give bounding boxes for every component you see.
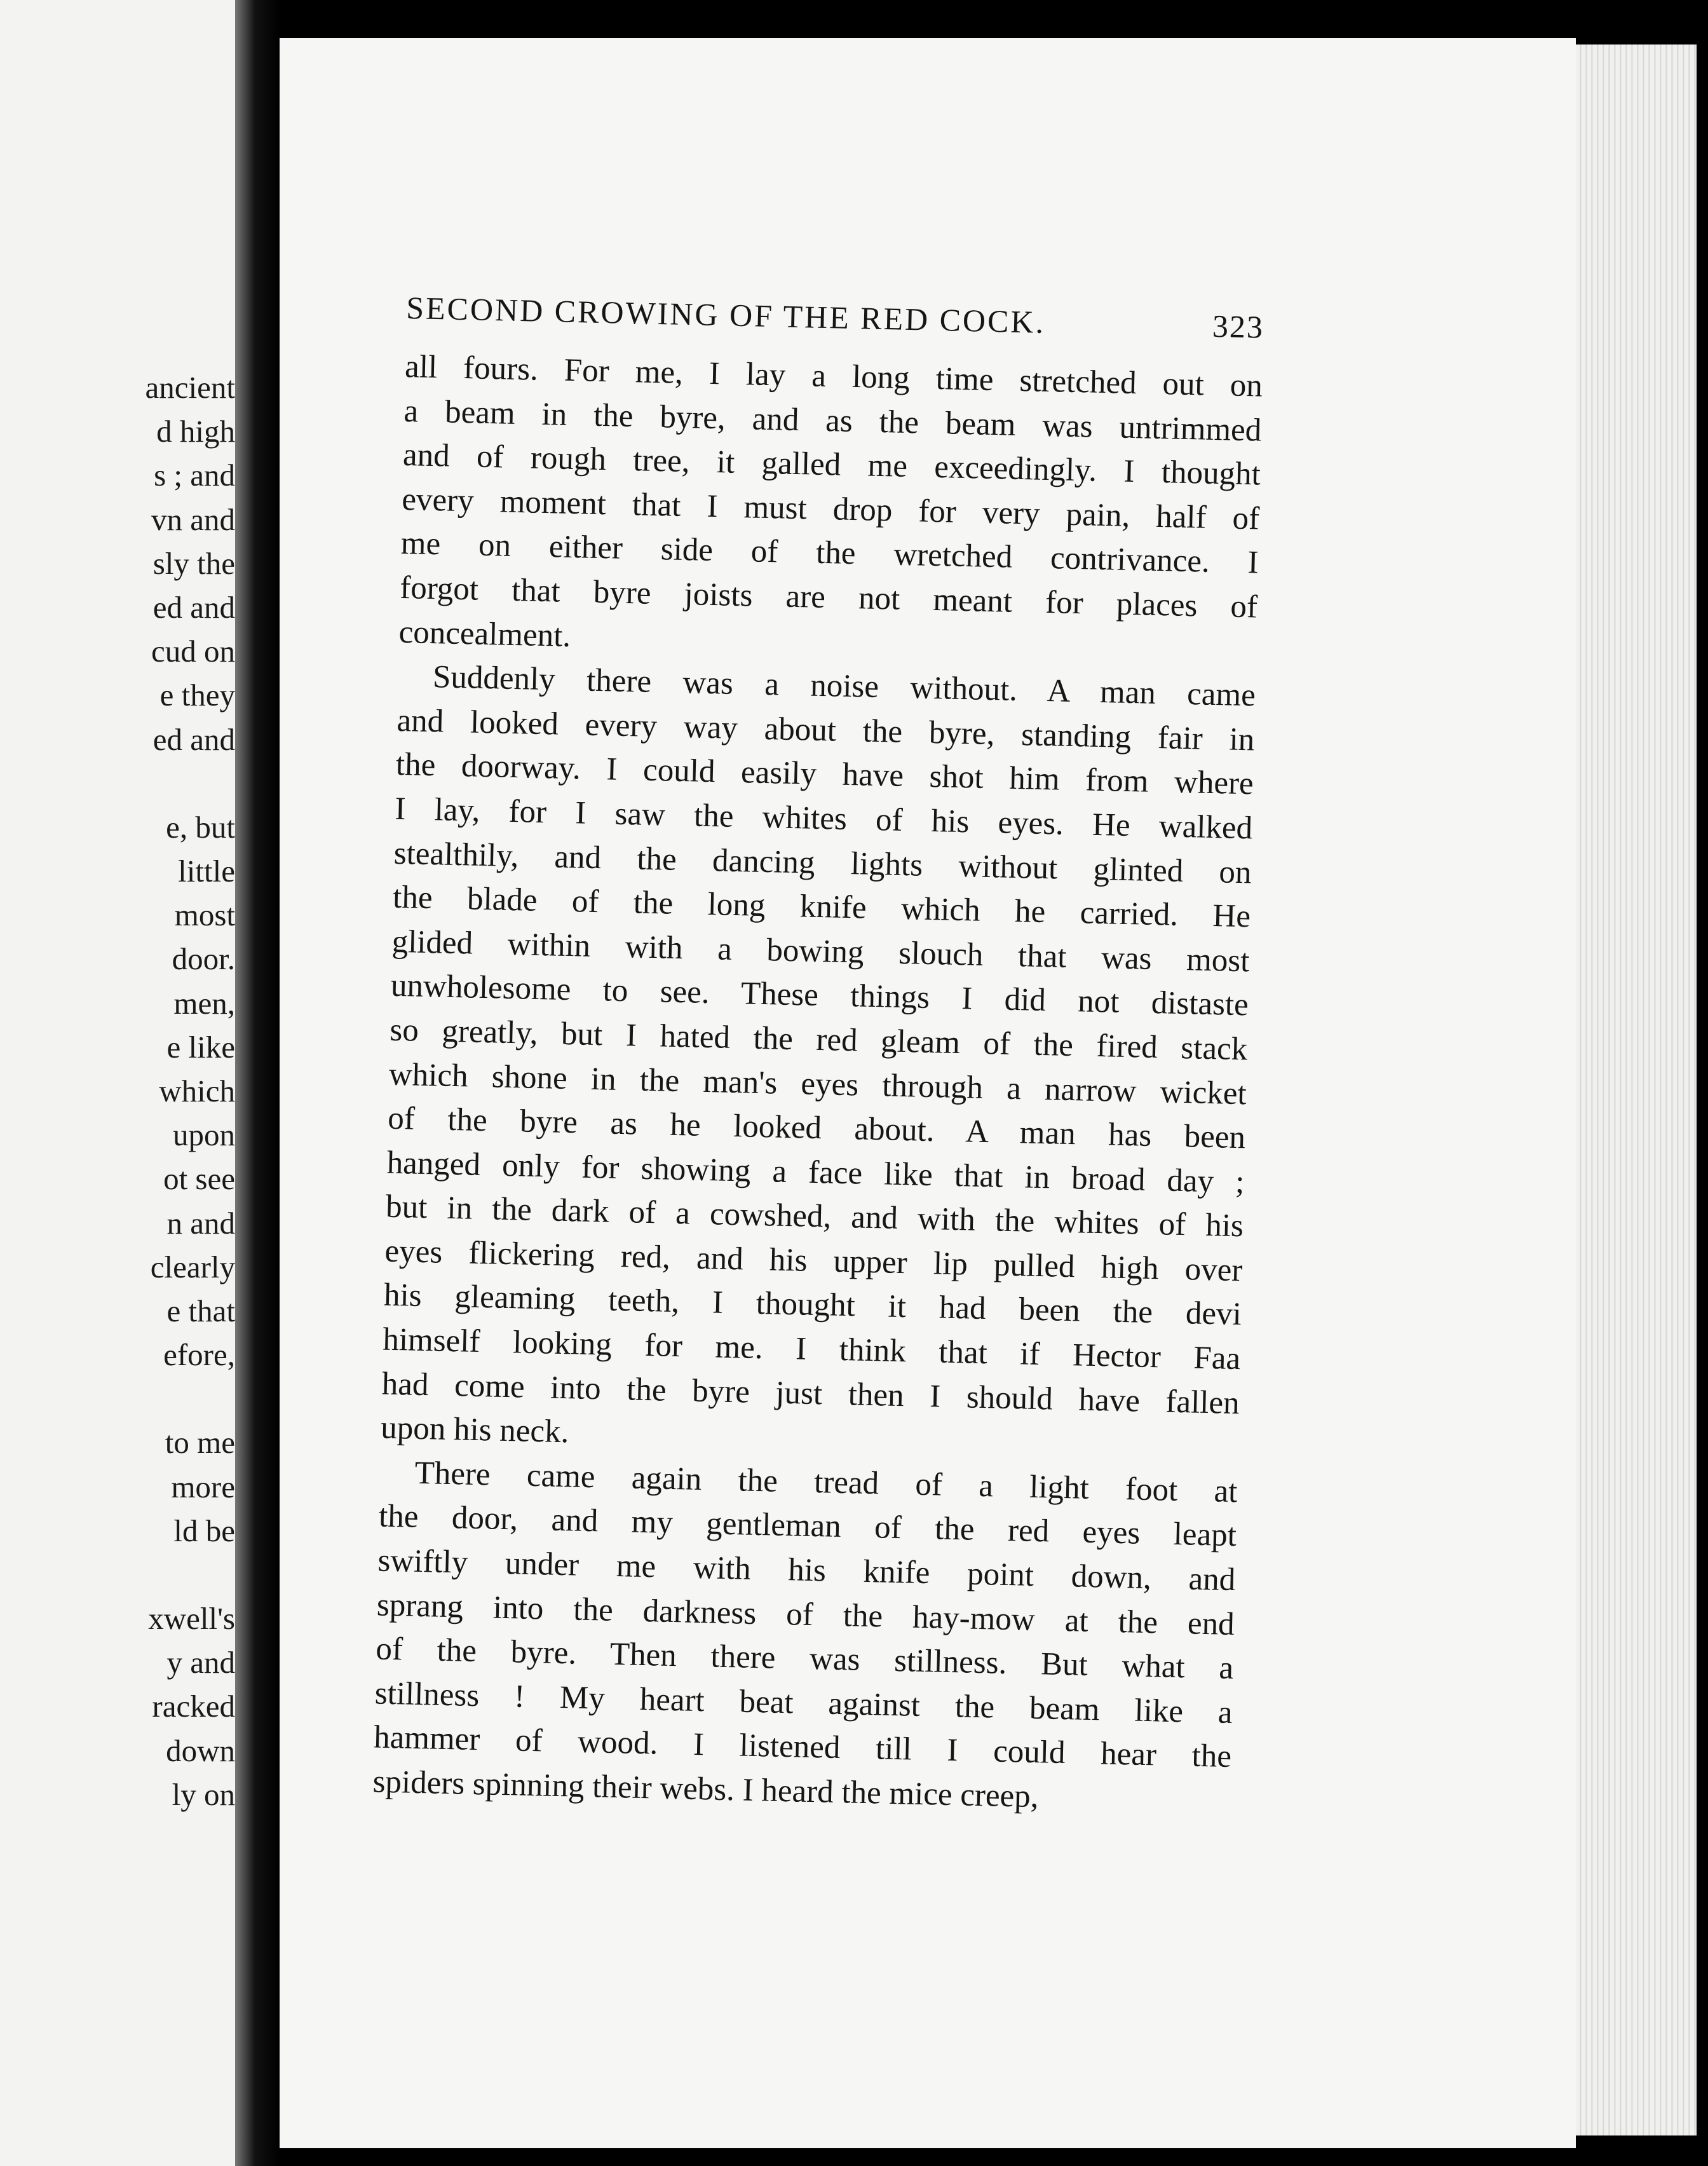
text-line: the doorway. I could easily have shot him from where [395, 747, 1254, 802]
left-page-line: men, [173, 985, 235, 1021]
left-page-line: down [166, 1733, 235, 1768]
text-line: had come into the byre just then I should have fallen [381, 1366, 1240, 1421]
running-title: SECOND CROWING OF THE RED COCK. [405, 289, 1046, 340]
text-line: all fours. For me, I lay a long time stretched out on [404, 348, 1263, 404]
left-page-line: e that [166, 1293, 235, 1329]
left-page-line: e like [166, 1029, 235, 1065]
book-gutter [235, 0, 280, 2166]
left-page-text [89, 365, 235, 1816]
left-page-line: ot see [163, 1161, 235, 1197]
left-page-line: upon [173, 1117, 235, 1153]
left-page-line: clearly [150, 1249, 235, 1284]
left-page-line: ed and [152, 721, 235, 757]
text-line: forgot that byre joists are not meant for places of [399, 569, 1258, 625]
text-line: I lay, for I saw the whites of his eyes. He walked [394, 791, 1253, 847]
left-page-line: ancient [145, 370, 235, 405]
left-page-line: efore, [163, 1337, 235, 1373]
left-page-line: racked [152, 1689, 235, 1724]
body-text [372, 345, 1263, 1824]
text-line: of the byre. Then there was stillness. But what a [375, 1631, 1234, 1687]
text-line: and of rough tree, it galled me exceedingly. I thought [402, 437, 1261, 493]
text-line: hammer of wood. I listened till I could hear the [373, 1719, 1232, 1775]
text-line: himself looking for me. I think that if Hector Faa [382, 1321, 1241, 1377]
text-line: sprang into the darkness of the hay-mow at the end [376, 1587, 1235, 1642]
text-line: concealment. [398, 614, 571, 654]
text-line: so greatly, but I hated the red gleam of the fired stack [389, 1012, 1248, 1068]
left-page-line: most [174, 897, 235, 933]
text-line: unwholesome to see. These things I did not distaste [390, 968, 1249, 1023]
left-page-line: ed and [152, 590, 235, 625]
left-page-line: e, but [166, 809, 235, 845]
left-page-line: n and [166, 1205, 235, 1241]
left-page-line: cud on [151, 634, 235, 669]
left-page-line: to me [165, 1425, 235, 1461]
left-page-line: s ; and [154, 458, 235, 493]
text-line: spiders spinning their webs. I heard the mice creep, [372, 1764, 1040, 1815]
paragraph [398, 345, 1263, 674]
left-page-line: ly on [172, 1776, 235, 1812]
text-line: Suddenly there was a noise without. A man came [432, 659, 1256, 714]
left-page-line: little [178, 854, 235, 889]
text-line: swiftly under me with his knife point down, and [377, 1543, 1236, 1598]
left-page-line: ld be [173, 1513, 235, 1548]
text-line: me on either side of the wretched contrivance. I [400, 526, 1259, 581]
paragraph [372, 1450, 1238, 1823]
left-page-line: sly the [152, 545, 235, 581]
page-number: 323 [1212, 308, 1264, 345]
text-line: his gleaming teeth, I thought it had been the devi [383, 1277, 1242, 1333]
text-line: stealthily, and the dancing lights without glinted on [393, 835, 1252, 890]
text-line: of the byre as he looked about. A man has been [387, 1100, 1246, 1156]
left-page-line: more [171, 1469, 235, 1504]
text-line: which shone in the man's eyes through a narrow wicket [388, 1056, 1247, 1112]
left-page-line: y and [166, 1645, 235, 1680]
text-line: the door, and my gentleman of the red eyes leapt [378, 1498, 1237, 1554]
text-line: but in the dark of a cowshed, and with the whites of his [385, 1189, 1244, 1244]
left-page-line: door. [172, 941, 235, 977]
left-page-line: d high [156, 414, 235, 449]
left-page-line: which [159, 1073, 235, 1109]
text-line: glided within with a bowing slouch that was most [391, 923, 1250, 979]
text-line: every moment that I must drop for very pain, half of [401, 481, 1260, 537]
text-line: stillness ! My heart beat against the beam like a [374, 1675, 1233, 1731]
text-line: the blade of the long knife which he carried. He [392, 879, 1251, 935]
page-edges [1576, 44, 1697, 2135]
left-page-line: vn and [151, 501, 235, 537]
text-line: hanged only for showing a face like that in broad day ; [386, 1145, 1245, 1200]
text-line: eyes flickering red, and his upper lip pulled high over [384, 1233, 1243, 1289]
left-page-fragment [0, 0, 235, 2166]
left-page-line: e they [159, 678, 235, 713]
left-page-line: xwell's [148, 1601, 235, 1637]
text-line: and looked every way about the byre, standing fair in [396, 702, 1255, 758]
paragraph [381, 655, 1256, 1470]
text-line: There came again the tread of a light foot at [414, 1455, 1238, 1509]
text-line: a beam in the byre, and as the beam was untrimmed [403, 393, 1262, 449]
page-text-block [372, 289, 1264, 1824]
text-line: upon his neck. [380, 1410, 569, 1450]
